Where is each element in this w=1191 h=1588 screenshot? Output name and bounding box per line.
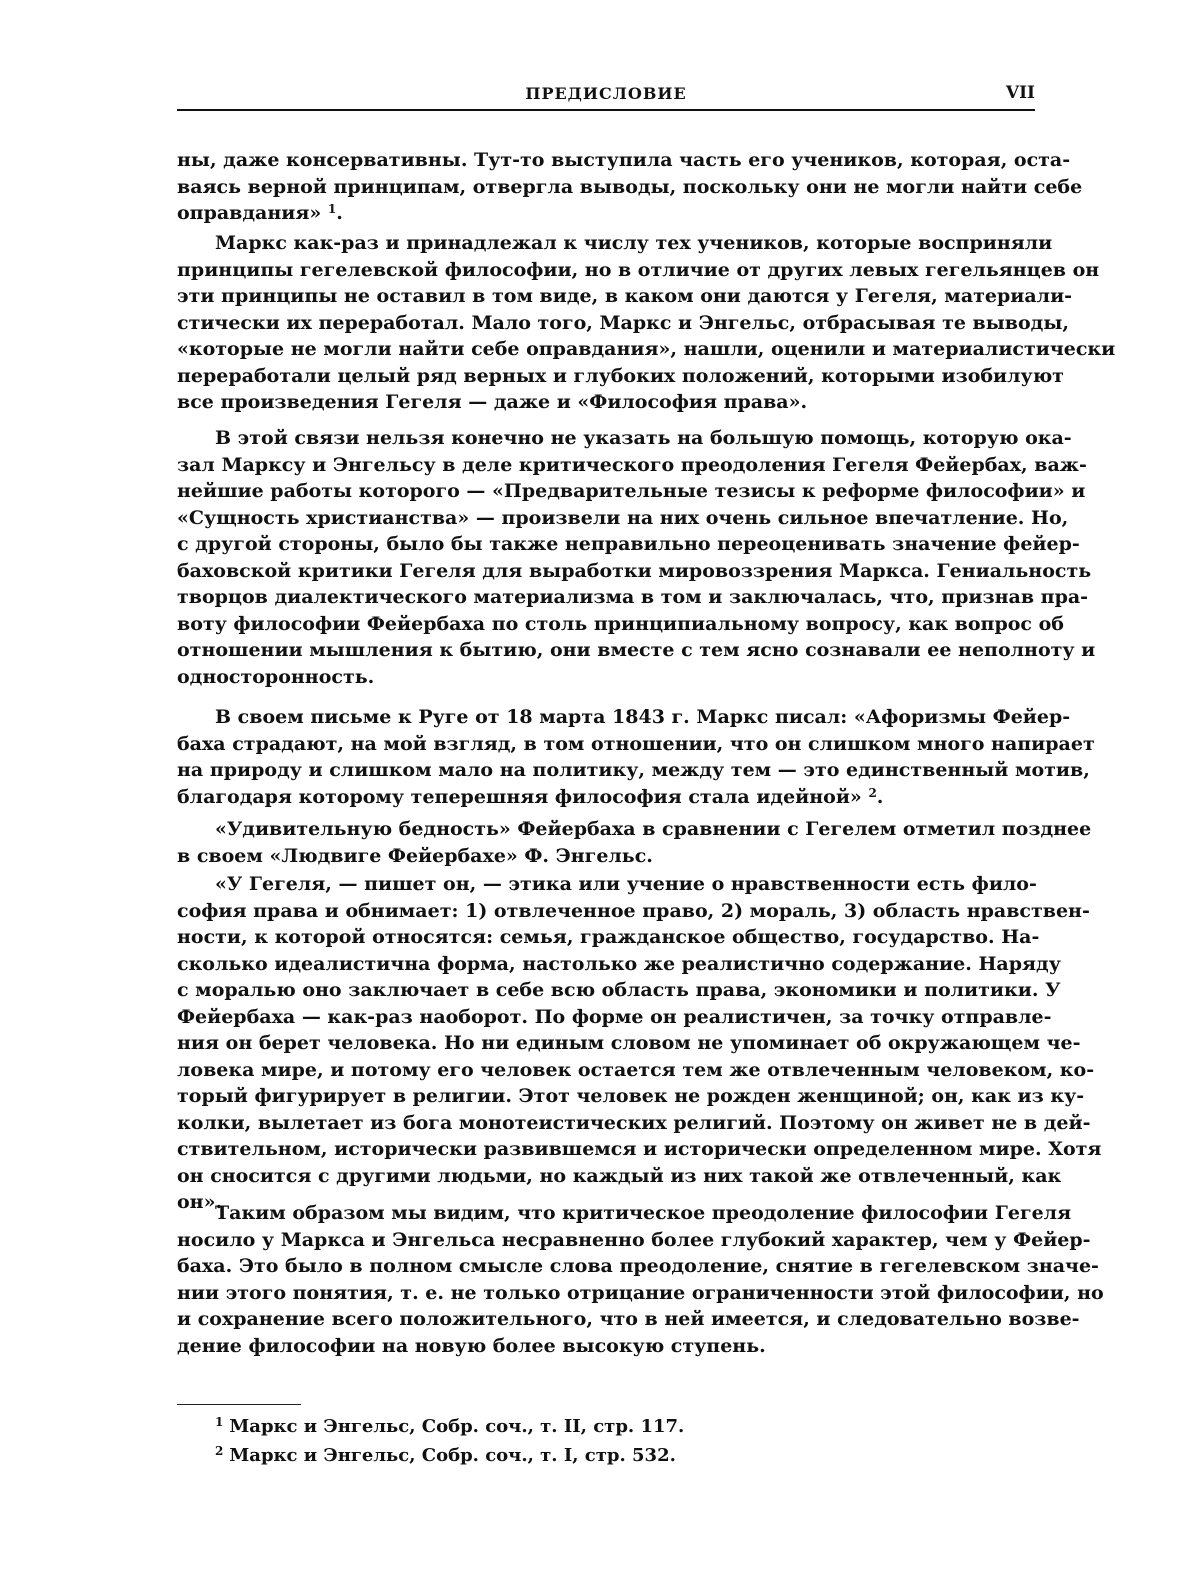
line-text: дение философии на новую более высокую ступень. — [177, 1334, 766, 1357]
text-line — [177, 558, 1092, 585]
footnote — [215, 1410, 684, 1439]
text-line — [177, 174, 1083, 201]
footnote — [215, 1439, 684, 1468]
text-line — [177, 1306, 1080, 1333]
paragraph — [177, 704, 1095, 810]
text-line — [177, 1083, 1085, 1110]
running-title: ПРЕДИСЛОВИЕ — [525, 84, 687, 103]
line-text: В этой связи нельзя конечно не указать на большую помощь, которую ока- — [215, 427, 1072, 449]
line-text: ловека мире, и потому его человек остается тем же отвлеченным человеком, ко- — [177, 1058, 1095, 1081]
line-text: «У Гегеля, — пишет он, — этика или учение о нравственности есть фило- — [215, 873, 1037, 895]
page-number: VII — [1005, 83, 1035, 103]
text-line — [177, 230, 1053, 257]
line-text: творцов диалектического материализма в том и заключалась, что, признав пра- — [177, 586, 1089, 608]
text-line — [177, 1200, 1072, 1227]
line-text: оправдания» — [177, 202, 322, 224]
line-text: отношении мышления к бытию, они вместе с тем ясно сознавали ее неполноту и — [177, 639, 1096, 661]
punctuation: . — [876, 785, 884, 808]
footnote-mark: 1 — [215, 1415, 224, 1429]
line-text: все произведения Гегеля — даже и «Философия права». — [177, 391, 808, 413]
text-line — [177, 898, 1090, 925]
line-text: эти принципы не оставил в том виде, в каком они даются у Гегеля, материали- — [177, 285, 1073, 307]
line-text: в своем «Людвиге Фейербахе» Ф. Энгельс. — [177, 844, 653, 867]
line-text: с моралью оно заключает в себе всю область права, экономики и политики. У — [177, 979, 1061, 1001]
line-text: ваясь верной принципам, отвергла выводы, поскольку они не могли найти себе — [177, 175, 1083, 198]
text-line — [177, 389, 1035, 416]
footnotes — [215, 1410, 684, 1468]
line-text: на природу и слишком мало на политику, между тем — это единственный мотив, — [177, 759, 1090, 781]
text-line — [177, 731, 1095, 758]
line-text: односторонность. — [177, 665, 375, 688]
paragraph — [177, 871, 1102, 1216]
text-line — [177, 816, 1092, 843]
line-text: благодаря которому теперешняя философия стала идейной» — [177, 785, 862, 808]
text-line — [177, 1057, 1095, 1084]
text-line — [177, 611, 1064, 638]
text-line — [177, 363, 1064, 390]
line-text: баха. Это было в полном смысле слова преодоление, снятие в гегелевском значе- — [177, 1255, 1099, 1277]
line-text: воту философии Фейербаха по столь принципиальному вопросу, как вопрос об — [177, 612, 1064, 635]
text-line — [177, 784, 1035, 811]
paragraph — [177, 147, 1083, 227]
text-line — [177, 283, 1073, 310]
footnote-reference[interactable]: 1 — [327, 202, 337, 216]
text-line — [177, 1333, 1035, 1360]
footnote-text: Маркс и Энгельс, Собр. соч., т. II, стр. 117. — [229, 1416, 685, 1437]
line-text: сколько идеалистична форма, настолько же реалистично содержание. Наряду — [177, 952, 1061, 975]
line-text: «Сущность христианства» — произвели на них очень сильное впечатление. Но, — [177, 506, 1069, 529]
text-line — [177, 1227, 1091, 1254]
line-text: ния он берет человека. Но ни единым словом не упоминает об окружающем че- — [177, 1032, 1081, 1054]
line-text: Фейербаха — как-раз наоборот. По форме он реалистичен, за точку отправле- — [177, 1005, 1052, 1028]
line-text: колки, вылетает из бога монотеистических религий. Поэтому он живет не в дей- — [177, 1111, 1091, 1134]
line-text: Таким образом мы видим, что критическое преодоление философии Гегеля — [215, 1202, 1072, 1224]
header-rule — [177, 109, 1035, 111]
line-text: нии этого понятия, т. е. не только отрицание ограниченности этой философии, но — [177, 1281, 1104, 1304]
line-text: В своем письме к Руге от 18 марта 1843 г. Маркс писал: «Афоризмы Фейер- — [215, 706, 1071, 728]
paragraph — [177, 230, 1116, 416]
line-text: он». — [177, 1191, 223, 1213]
text-line — [177, 1004, 1052, 1031]
text-line — [177, 977, 1061, 1004]
text-line — [177, 310, 1069, 337]
footnote-text: Маркс и Энгельс, Собр. соч., т. I, стр. 532. — [229, 1445, 676, 1466]
text-line — [177, 147, 1071, 174]
line-text: и сохранение всего положительного, что в ней имеется, и следовательно возве- — [177, 1308, 1080, 1330]
text-line — [177, 478, 1086, 505]
text-line — [177, 871, 1035, 898]
punctuation: . — [336, 202, 343, 224]
text-line — [177, 257, 1100, 284]
line-text: Маркс как-раз и принадлежал к числу тех учеников, которые восприняли — [215, 232, 1053, 254]
line-text: стически их переработал. Мало того, Маркс и Энгельс, отбрасывая те выводы, — [177, 311, 1069, 334]
paragraph — [177, 425, 1096, 690]
paragraph — [177, 1200, 1104, 1359]
text-line — [177, 1030, 1081, 1057]
line-text: баха страдают, на мой взгляд, в том отношении, что он слишком много напирает — [177, 732, 1095, 755]
text-line — [177, 1253, 1099, 1280]
line-text: ности, к которой относятся: семья, гражданское общество, государство. На- — [177, 926, 1040, 948]
line-text: «Удивительную бедность» Фейербаха в сравнении с Гегелем отметил позднее — [215, 818, 1092, 840]
footnote-reference[interactable]: 2 — [868, 785, 877, 800]
text-line — [177, 637, 1096, 664]
text-line — [177, 425, 1072, 452]
text-line — [177, 951, 1061, 978]
text-line — [177, 843, 1035, 870]
text-line — [177, 1110, 1091, 1137]
text-line — [177, 452, 1087, 479]
text-line — [177, 200, 1035, 227]
line-text: ствительном, исторически развившемся и исторически определенном мире. Хотя — [177, 1138, 1102, 1160]
line-text: ны, даже консервативны. Тут-то выступила часть его учеников, которая, оста- — [177, 149, 1071, 171]
text-line — [177, 664, 1035, 691]
line-text: нейшие работы которого — «Предварительные тезисы к реформе философии» и — [177, 480, 1086, 502]
text-line — [177, 336, 1116, 363]
text-line — [177, 1163, 1062, 1190]
line-text: софия права и обнимает: 1) отвлеченное право, 2) мораль, 3) область нравствен- — [177, 899, 1090, 922]
text-line — [177, 704, 1071, 731]
text-line — [177, 505, 1069, 532]
text-line — [177, 924, 1040, 951]
footnote-separator — [177, 1404, 301, 1405]
text-line — [177, 1136, 1102, 1163]
text-line — [177, 1280, 1104, 1307]
text-line — [177, 531, 1080, 558]
line-text: переработали целый ряд верных и глубоких положений, которыми изобилуют — [177, 364, 1064, 387]
line-text: зал Марксу и Энгельсу в деле критического преодоления Гегеля Фейербах, важ- — [177, 453, 1087, 476]
line-text: баховской критики Гегеля для выработки мировоззрения Маркса. Гениальность — [177, 559, 1092, 582]
footnote-mark: 2 — [215, 1444, 224, 1458]
line-text: он сносится с другими людьми, но каждый из них такой же отвлеченный, как — [177, 1164, 1062, 1187]
line-text: «которые не могли найти себе оправдания», нашли, оценили и материалистически — [177, 338, 1116, 360]
paragraph — [177, 816, 1092, 869]
text-line — [177, 757, 1090, 784]
line-text: носило у Маркса и Энгельса несравненно более глубокий характер, чем у Фейер- — [177, 1228, 1091, 1251]
line-text: с другой стороны, было бы также неправильно переоценивать значение фейер- — [177, 533, 1080, 555]
running-header — [177, 82, 1035, 106]
line-text: принципы гегелевской философии, но в отличие от других левых гегельянцев он — [177, 258, 1100, 281]
line-text: торый фигурирует в религии. Этот человек не рожден женщиной; он, как из ку- — [177, 1085, 1085, 1107]
text-line — [177, 584, 1089, 611]
